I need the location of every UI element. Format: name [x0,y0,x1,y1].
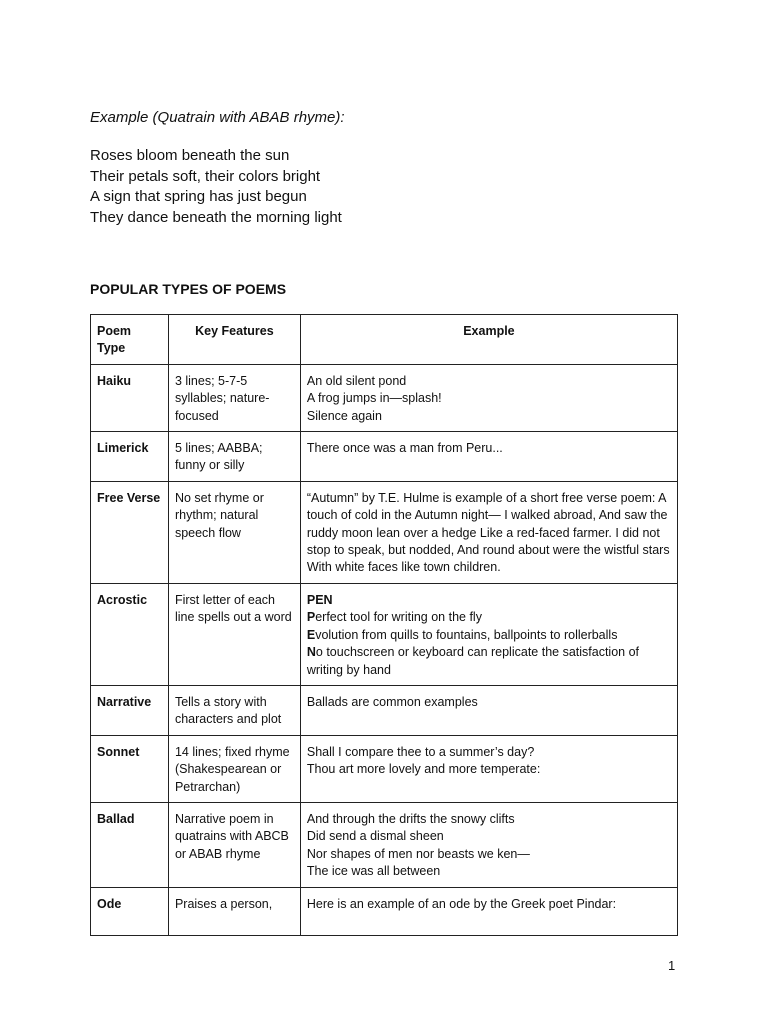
example-line: Ballads are common examples [306,694,478,709]
example-cell [300,802,677,887]
key-features-cell: Tells a story with characters and plot [168,685,300,735]
table-header-row [91,315,678,365]
example-line: Thou art more lovely and more temperate: [306,762,541,777]
poem-line: A sign that spring has just begun [90,188,307,206]
key-features-cell: No set rhyme or rhythm; natural speech flow [168,481,300,583]
acrostic-line [307,609,671,626]
example-cell [300,685,677,735]
table-row [91,685,678,735]
poem-line: Roses bloom beneath the sun [90,147,290,164]
poem-types-table [90,314,678,936]
poem-line: They dance beneath the morning light [90,209,342,227]
example-line: “Autumn” by T.E. Hulme is example of a short free verse poem: A touch of cold in the Autumn night— I walked abroad, And saw the ruddy moon lean over a hedge Like a red-faced farmer. I did not stop to speak, but nodded, And round about were the wistful stars With white faces like town children. [306,490,670,575]
key-features-cell: 14 lines; fixed rhyme (Shakespearean or Petrarchan) [168,735,300,802]
example-cell [300,583,677,685]
key-features-cell: Praises a person, [168,887,300,935]
acrostic-rest: o touchscreen or keyboard can replicate the satisfaction of writing by hand [306,645,639,677]
acrostic-rest: volution from quills to fountains, ballpoints to rollerballs [315,627,618,642]
example-cell [300,481,677,583]
key-features-cell: 5 lines; AABBA; funny or silly [168,432,300,482]
table-row [91,735,678,802]
table-row [91,887,678,935]
poem-line: Their petals soft, their colors bright [90,167,321,185]
example-poem [90,146,342,229]
example-cell [300,432,677,482]
acrostic-line [307,644,671,679]
example-line: Shall I compare thee to a summer’s day? [306,744,535,759]
example-cell [300,887,677,935]
header-poem-type: Poem Type [91,315,169,365]
poem-type-cell: Narrative [91,685,169,735]
key-features-cell: 3 lines; 5-7-5 syllables; nature-focused [168,364,300,431]
header-key-features: Key Features [168,315,300,365]
poem-type-cell: Free Verse [91,481,169,583]
acrostic-line [307,627,671,644]
key-features-cell: First letter of each line spells out a word [168,583,300,685]
table-row [91,432,678,482]
example-cell [300,364,677,431]
example-line: The ice was all between [306,864,441,879]
poem-type-cell: Haiku [91,364,169,431]
example-heading: Example (Quatrain with ABAB rhyme): [90,109,345,126]
example-line: And through the drifts the snowy clifts [306,811,515,826]
table-row [91,583,678,685]
example-line: Did send a dismal sheen [306,829,444,844]
poem-type-cell: Acrostic [91,583,169,685]
example-line: A frog jumps in—splash! [306,391,442,406]
example-line: An old silent pond [306,373,407,388]
table-row [91,802,678,887]
acrostic-letter: E [306,627,316,642]
example-line: Here is an example of an ode by the Greek poet Pindar: [306,896,617,911]
poem-type-cell: Limerick [91,432,169,482]
example-line: Silence again [306,408,382,423]
table-row [91,364,678,431]
example-line: There once was a man from Peru... [306,441,503,456]
poem-type-cell: Ballad [91,802,169,887]
acrostic-title: PEN [306,592,333,607]
example-cell [300,735,677,802]
page-number: 1 [668,958,676,973]
key-features-cell: Narrative poem in quatrains with ABCB or ABAB rhyme [168,802,300,887]
header-example: Example [300,315,677,365]
table-row [91,481,678,583]
acrostic-rest: erfect tool for writing on the fly [315,610,482,625]
acrostic-letter: N [306,645,316,660]
poem-type-cell: Sonnet [91,735,169,802]
example-line: Nor shapes of men nor beasts we ken— [306,846,530,861]
section-title: POPULAR TYPES OF POEMS [90,281,287,297]
poem-type-cell: Ode [91,887,169,935]
acrostic-letter: P [306,610,316,625]
